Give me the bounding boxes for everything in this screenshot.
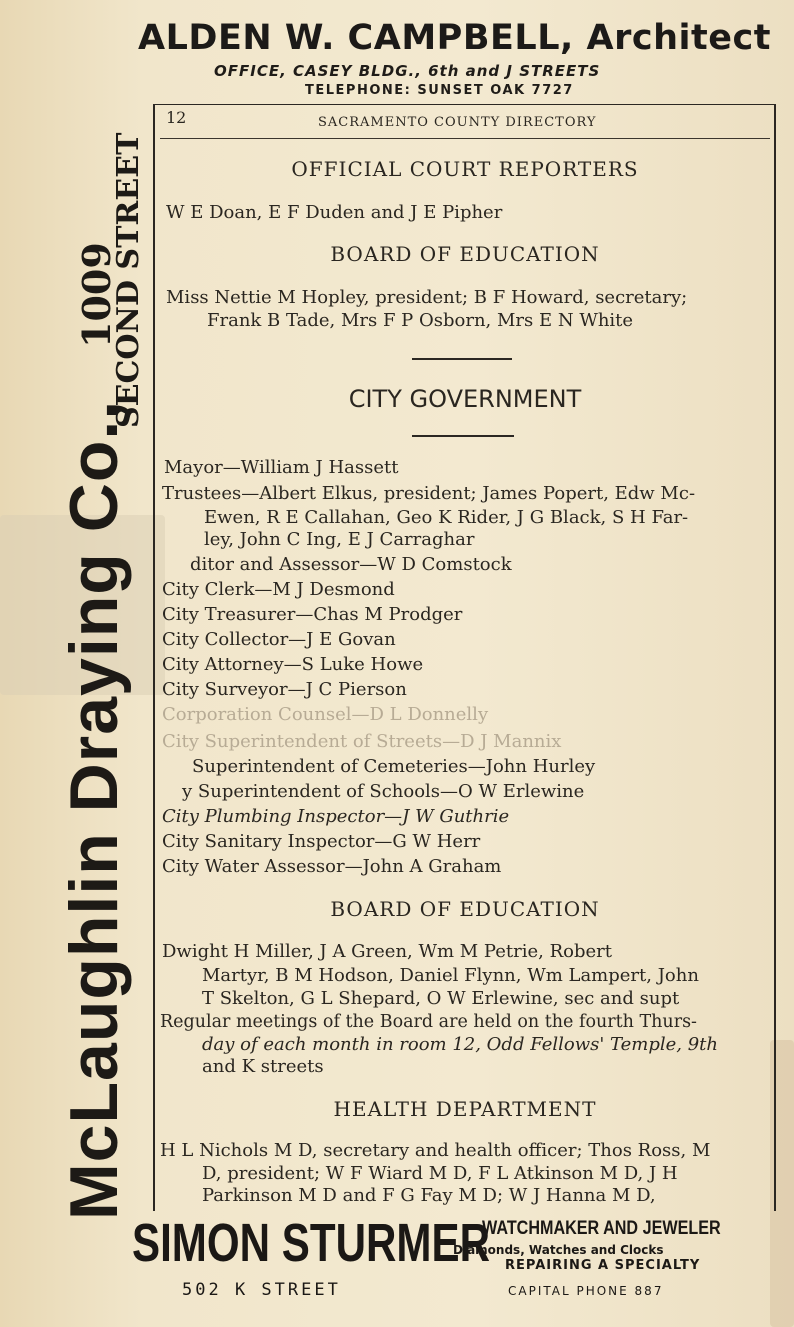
entry-line: T Skelton, G L Shepard, O W Erlewine, sec and supt — [202, 988, 680, 1009]
architect-office: OFFICE, CASEY BLDG., 6th and J STREETS — [214, 62, 601, 80]
entry-line: Regular meetings of the Board are held on the fourth Thurs- — [160, 1012, 697, 1032]
page-number: 12 — [166, 108, 187, 127]
entry-line: City Plumbing Inspector—J W Guthrie — [162, 806, 510, 827]
section-heading-court-reporters: OFFICIAL COURT REPORTERS — [291, 157, 639, 181]
entry-line: Dwight H Miller, J A Green, Wm M Petrie, Robert — [162, 941, 612, 962]
entry-line: City Collector—J E Govan — [162, 629, 396, 650]
entry-line: City Clerk—M J Desmond — [162, 579, 395, 600]
entry-line: Miss Nettie M Hopley, president; B F Howard, secretary; — [166, 287, 688, 308]
divider-rule — [412, 358, 512, 360]
entry-line: ley, John C Ing, E J Carraghar — [204, 529, 475, 550]
architect-telephone: TELEPHONE: SUNSET OAK 7727 — [305, 83, 574, 98]
entry-line: D, president; W F Wiard M D, F L Atkinson M D, J H — [202, 1163, 678, 1184]
jeweler-trade: WATCHMAKER AND JEWELER — [482, 1218, 721, 1239]
draying-address-street: SECOND STREET — [111, 132, 146, 428]
directory-title: SACRAMENTO COUNTY DIRECTORY — [318, 115, 597, 130]
jeweler-goods: Diamonds, Watches and Clocks — [453, 1243, 664, 1257]
entry-line: day of each month in room 12, Odd Fellows' Temple, 9th — [202, 1034, 719, 1055]
entry-line: City Attorney—S Luke Howe — [162, 654, 424, 675]
entry-line: Mayor—William J Hassett — [164, 457, 399, 478]
jeweler-name: SIMON STURMER — [132, 1213, 491, 1273]
entry-line: Parkinson M D and F G Fay M D; W J Hanna M D, — [202, 1185, 656, 1206]
entry-line: City Treasurer—Chas M Prodger — [162, 604, 463, 625]
jeweler-street: 502 K STREET — [182, 1280, 341, 1300]
architect-name: ALDEN W. CAMPBELL, Architect — [138, 18, 771, 58]
entry-line: City Superintendent of Streets—D J Mannix — [162, 731, 562, 752]
section-heading-health-department: HEALTH DEPARTMENT — [333, 1097, 597, 1121]
section-heading-city-government: CITY GOVERNMENT — [348, 385, 582, 413]
draying-company-name: McLaughlin Draying Co., — [56, 399, 132, 1220]
entry-line: and K streets — [202, 1056, 324, 1077]
entry-line: Ewen, R E Callahan, Geo K Rider, J G Black, S H Far- — [204, 507, 689, 528]
jeweler-phone: CAPITAL PHONE 887 — [508, 1284, 664, 1298]
entry-line: City Water Assessor—John A Graham — [162, 856, 502, 877]
entry-line: ditor and Assessor—W D Comstock — [190, 554, 512, 575]
entry-line: W E Doan, E F Duden and J E Pipher — [166, 202, 503, 223]
entry-line: Trustees—Albert Elkus, president; James Popert, Edw Mc- — [162, 483, 696, 504]
entry-line: Superintendent of Cemeteries—John Hurley — [192, 756, 596, 777]
entry-line: H L Nichols M D, secretary and health officer; Thos Ross, M — [160, 1140, 711, 1161]
entry-line: City Surveyor—J C Pierson — [162, 679, 407, 700]
section-heading-board-of-education: BOARD OF EDUCATION — [330, 897, 600, 921]
entry-line: Martyr, B M Hodson, Daniel Flynn, Wm Lampert, John — [202, 965, 699, 986]
entry-line: Frank B Tade, Mrs F P Osborn, Mrs E N White — [207, 310, 634, 331]
section-heading-board-of-education: BOARD OF EDUCATION — [330, 242, 600, 266]
entry-line: City Sanitary Inspector—G W Herr — [162, 831, 481, 852]
jeweler-repairing: REPAIRING A SPECIALTY — [505, 1258, 701, 1273]
draying-address-number: 1009 — [74, 242, 119, 348]
entry-line: y Superintendent of Schools—O W Erlewine — [182, 781, 585, 802]
entry-line: Corporation Counsel—D L Donnelly — [162, 704, 489, 725]
divider-rule — [412, 435, 514, 437]
